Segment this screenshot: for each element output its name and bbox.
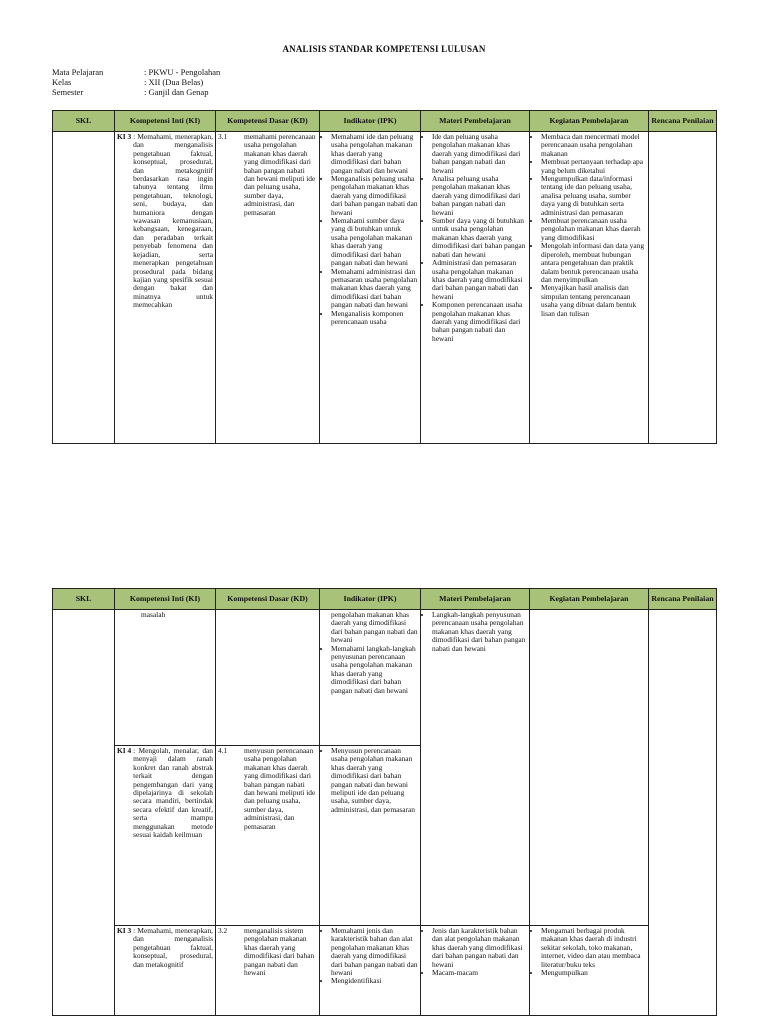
meta-value: : XII (Dua Belas) — [144, 77, 204, 87]
list-item: • Memahami sumber daya yang di butuhkan untuk usaha pengolahan makanan khas daerah yang dimodifikasi dari bahan pangan nabati dan hewani — [331, 217, 418, 267]
kd-cell — [216, 610, 320, 746]
list-item: • Ide dan peluang usaha pengolahan makanan khas daerah yang dimodifikasi dari bahan pangan nabati dan hewani — [432, 133, 527, 175]
ki-cell — [115, 746, 216, 926]
penilaian-cell — [649, 610, 717, 1016]
skl-cell — [53, 610, 115, 1016]
ki-text: : Memahami, menerapkan, dan menganalisis pengetahuan faktual, konseptual, prosedural, dan metakognitif — [133, 926, 213, 969]
list-item: • Menyusun perencanaan usaha pengolahan makanan khas daerah yang dimodifikasi dari bahan pangan nabati dan hewani meliputi ide dan peluang usaha, sumber daya, administrasi, dan pemasaran — [331, 747, 418, 814]
kegiatan-cell — [530, 610, 649, 926]
header-kegiatan: Kegiatan Pembelajaran — [530, 111, 649, 132]
header-ipk: Indikator (IPK) — [320, 111, 421, 132]
kd-number: 4.1 — [218, 746, 228, 755]
meta-value: : Ganjil dan Genap — [144, 87, 209, 97]
ki-text: : Memahami, menerapkan, dan menganalisis pengetahuan faktual, konseptual, prosedural, dan metakognitif berdasarkan rasa ingin tahunya tentang ilmu pengetahuan, teknologi, seni, budaya, dan humaniora dengan wawasan kemanusiaan, kebangsaan, kenegaraan, dan peradaban terkait penyebab fenomena dan kejadian, serta menerapkan pengetahuan prosedural pada bidang kajian yang spesifik sesuai dengan bakat dan minatnya untuk memecahkan — [133, 132, 213, 310]
kegiatan-cell — [530, 926, 649, 1016]
list-item: • Mengolah informasi dan data yang diperoleh, membuat hubungan antara pengetahuan dan praktik dalam bentuk perencanaan usaha dan menyimpulkan — [541, 242, 646, 284]
header-kd: Kompetensi Dasar (KD) — [216, 589, 320, 610]
list-item: • Mengumpulkan data/informasi tentang ide dan peluang usaha, analisa peluang usaha, sumber daya yang di butuhkan serta administrasi dan pemasaran — [541, 175, 646, 217]
kd-cell — [216, 746, 320, 926]
list-item: • Jenis dan karakteristik bahan dan alat pengolahan makanan khas daerah yang dimodifikasi dari bahan pangan nabati dan hewani — [432, 927, 527, 969]
list-item: • Memahami ide dan peluang usaha pengolahan makanan khas daerah yang dimodifikasi dari bahan pangan nabati dan hewani — [331, 133, 418, 175]
header-ki: Kompetensi Inti (KI) — [115, 589, 216, 610]
list-item: pengolahan makanan khas daerah yang dimodifikasi dari bahan pangan nabati dan hewani — [331, 610, 418, 645]
list-item: • Macam-macam — [432, 969, 527, 977]
penilaian-cell — [649, 132, 717, 444]
kd-cell — [216, 926, 320, 1016]
ipk-cell — [320, 610, 421, 746]
ipk-cell — [320, 746, 421, 926]
materi-cell — [421, 610, 530, 926]
header-ipk: Indikator (IPK) — [320, 589, 421, 610]
materi-cell — [421, 132, 530, 444]
ki-text: : Mengolah, menalar, dan menyaji dalam ranah konkret dan ranah abstrak terkait dengan pengembangan dari yang dipelajarinya di sekolah secara mandiri, bertindak secara efektif dan kreatif, serta mampu menggunakan metode sesuai kaidah keilmuan — [133, 746, 213, 840]
ki-cell — [115, 610, 216, 746]
meta-label: Semester — [52, 87, 84, 97]
ki-code: KI 3 — [117, 132, 132, 141]
header-kegiatan: Kegiatan Pembelajaran — [530, 589, 649, 610]
meta-label: Mata Pelajaran — [52, 67, 104, 77]
list-item: • Komponen perencanaan usaha pengolahan makanan khas daerah yang dimodifikasi dari bahan pangan nabati dan hewani — [432, 301, 527, 343]
list-item: • Sumber daya yang di butuhkan untuk usaha pengolahan makanan khas daerah yang dimodifikasi dari bahan pangan nabati dan hewani — [432, 217, 527, 259]
document-title: ANALISIS STANDAR KOMPETENSI LULUSAN — [282, 44, 486, 54]
header-materi: Materi Pembelajaran — [421, 111, 530, 132]
table-row — [53, 132, 717, 444]
list-item: • Memahami administrasi dan pemasaran usaha pengolahan makanan khas daerah yang dimodifikasi dari bahan pangan nabati dan hewani — [331, 268, 418, 310]
meta-label: Kelas — [52, 77, 72, 87]
table-header-row — [53, 111, 717, 132]
list-item: • Memahami jenis dan karakteristik bahan dan alat pengolahan makanan khas daerah yang dimodifikasi dari bahan pangan nabati dan hewani — [331, 927, 418, 977]
table-row — [53, 926, 717, 1016]
header-skl: SKL — [53, 111, 115, 132]
kd-text: menyusun perencanaan usaha pengolahan makanan khas daerah yang dimodifikasi dari bahan pangan nabati dan hewani meliputi ide dan peluang usaha, sumber daya, administrasi, dan pemasaran — [244, 746, 316, 831]
list-item: • Menyajikan hasil analisis dan simpulan tentang perencanaan usaha yang dibuat dalam bentuk lisan dan tulisan — [541, 284, 646, 318]
header-ki: Kompetensi Inti (KI) — [115, 111, 216, 132]
list-item: • Administrasi dan pemasaran usaha pengolahan makanan khas daerah yang dimodifikasi dari bahan pangan nabati dan hewani — [432, 259, 527, 301]
list-item: • Membaca dan mencermati model perencanaan usaha pengolahan makanan — [541, 133, 646, 158]
ki-text: masalah — [141, 610, 166, 619]
table-row — [53, 610, 717, 746]
header-materi: Materi Pembelajaran — [421, 589, 530, 610]
header-penilaian: Rencana Penilaian — [649, 589, 717, 610]
ki-code: KI 4 — [117, 746, 132, 755]
ipk-cell — [320, 926, 421, 1016]
kd-number: 3.1 — [218, 132, 228, 141]
list-item: • Membuat pertanyaan terhadap apa yang belum diketahui — [541, 158, 646, 175]
table-header-row — [53, 589, 717, 610]
skl-cell — [53, 132, 115, 444]
skl-table-page-2 — [52, 588, 717, 1016]
list-item: • Analisa peluang usaha pengolahan makanan khas daerah yang dimodifikasi dari bahan pangan nabati dan hewani — [432, 175, 527, 217]
list-item: • Membuat perencanaan usaha pengolahan makanan khas daerah yang dimodifikasi — [541, 217, 646, 242]
list-item: • Menganalisis komponen perencanaan usaha — [331, 310, 418, 327]
kd-text: memahami perencanaan usaha pengolahan makanan khas daerah yang dimodifikasi dari bahan pangan nabati dan hewani meliputi ide dan peluang usaha, sumber daya, administrasi, dan pemasaran — [244, 132, 316, 217]
list-item: • Mengamati berbagai produk makanan khas daerah di industri sekitar sekolah, toko makanan, internet, video dan atau membaca literatur/buku teks — [541, 927, 646, 969]
kd-cell — [216, 132, 320, 444]
kd-number: 3.2 — [218, 926, 228, 935]
list-item: • Langkah-langkah penyusunan perencanaan usaha pengolahan makanan khas daerah yang dimodifikasi dari bahan pangan nabati dan hewani — [432, 611, 527, 653]
list-item: • Mengidentifikasi — [331, 977, 418, 985]
document-meta — [52, 67, 220, 97]
materi-cell — [421, 926, 530, 1016]
kegiatan-cell — [530, 132, 649, 444]
list-item: • Menganalisis peluang usaha pengolahan makanan khas daerah yang dimodifikasi dari bahan pangan nabati dan hewani — [331, 175, 418, 217]
ki-cell — [115, 926, 216, 1016]
ipk-cell — [320, 132, 421, 444]
skl-table-page-1 — [52, 110, 717, 444]
list-item: • Mengumpulkan — [541, 969, 646, 977]
kd-text: menganalisis sistem pengolahan makanan khas daerah yang dimodifikasi dari bahan pangan nabati dan hewani — [244, 926, 315, 978]
ki-cell — [115, 132, 216, 444]
ki-code: KI 3 — [117, 926, 132, 935]
header-skl: SKL — [53, 589, 115, 610]
header-kd: Kompetensi Dasar (KD) — [216, 111, 320, 132]
list-item: • Memahami langkah-langkah penyusunan perencanaan usaha pengolahan makanan khas daerah yang dimodifikasi dari bahan pangan nabati dan hewani — [331, 645, 418, 695]
meta-value: : PKWU - Pengolahan — [144, 67, 221, 77]
header-penilaian: Rencana Penilaian — [649, 111, 717, 132]
